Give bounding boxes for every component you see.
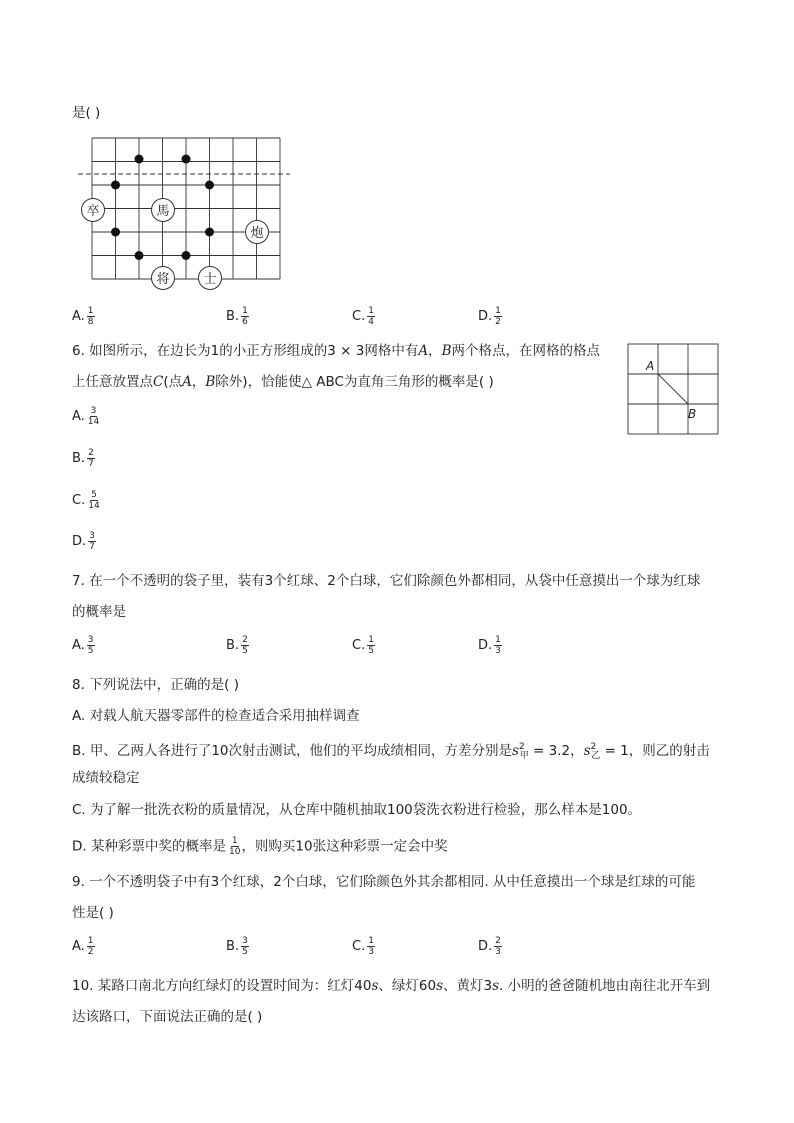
label-a: A xyxy=(646,359,655,373)
option-b: B. $\frac{2}{7}$ xyxy=(72,448,94,469)
segment-ab xyxy=(658,374,688,404)
option-d: D. $\frac{1}{2}$ xyxy=(478,306,501,327)
question-7-line-2: 的概率是 xyxy=(72,604,126,620)
option-c: C. $\frac{1}{5}$ xyxy=(352,635,374,656)
option-c: C. $\frac{1}{3}$ xyxy=(352,936,374,957)
chess-piece-zu: 卒 xyxy=(86,204,100,219)
question-8-stem: 8. 下列说法中，正确的是( ) xyxy=(72,677,239,693)
question-9-line-2: 性是( ) xyxy=(72,905,114,921)
question-8-option-c: C. 为了解一批洗衣粉的质量情况，从仓库中随机抽取100袋洗衣粉进行检验，那么样本是100。 xyxy=(72,802,642,818)
question-9-line-1: 9. 一个不透明袋子中有3个红球，2个白球，它们除颜色外其余都相同. 从中任意摸出一个球是红球的可能 xyxy=(72,874,696,890)
option-c: C. $\frac{1}{4}$ xyxy=(352,306,374,327)
question-8-option-b-line-1: B. 甲、乙两人各进行了10次射击测试，他们的平均成绩相同，方差分别是$s^2_甲 = 3.2$，$s^2_乙 = 1$，则乙的射击 xyxy=(72,742,710,761)
chess-piece-ma: 馬 xyxy=(156,204,170,219)
option-b: B. $\frac{2}{5}$ xyxy=(226,635,248,656)
question-7-line-1: 7. 在一个不透明的袋子里，装有3个红球、2个白球，它们除颜色外都相同，从袋中任意摸出一个球为红球 xyxy=(72,573,701,589)
option-a: A. $\frac{3}{5}$ xyxy=(72,635,94,656)
option-a: A. $\frac{1}{2}$ xyxy=(72,936,94,957)
option-d: D. $\frac{2}{3}$ xyxy=(478,936,501,957)
question-6-line-1: 6. 如图所示，在边长为1的小正方形组成的3 × 3网格中有A，B两个格点，在网格的格点 xyxy=(72,343,601,359)
question-8-option-a: A. 对载人航天器零部件的检查适合采用抽样调查 xyxy=(72,708,360,724)
label-b: B xyxy=(688,407,697,421)
option-a: A. $\frac{1}{8}$ xyxy=(72,306,94,327)
chess-piece-shi: 士 xyxy=(203,272,217,287)
option-d: D. $\frac{3}{7}$ xyxy=(72,531,95,552)
question-10-line-2: 达该路口，下面说法正确的是( ) xyxy=(72,1009,263,1025)
option-c: C. $\frac{5}{14}$ xyxy=(72,490,100,511)
option-d: D. $\frac{1}{3}$ xyxy=(478,635,501,656)
question-6-line-2: 上任意放置点C(点A，B除外)，恰能使△ ABC为直角三角形的概率是( ) xyxy=(72,374,494,390)
grid-figure-3x3 xyxy=(626,342,722,438)
option-b: B. $\frac{3}{5}$ xyxy=(226,936,248,957)
question-8-option-b-line-2: 成绩较稳定 xyxy=(72,770,140,786)
question-continuation: 是( ) xyxy=(72,105,101,121)
question-10-line-1: 10. 某路口南北方向红绿灯的设置时间为：红灯40s、绿灯60s、黄灯3s. 小明的爸爸随机地由南往北开车到 xyxy=(72,978,711,994)
question-8-option-d: D. 某种彩票中奖的概率是 $\frac{1}{10}$ ，则购买10张这种彩票一定会中奖 xyxy=(72,836,448,857)
option-a: A. $\frac{3}{14}$ xyxy=(72,406,100,427)
chess-piece-pao: 炮 xyxy=(250,226,264,241)
chess-board-figure xyxy=(76,134,296,294)
chess-piece-jiang: 将 xyxy=(156,272,170,287)
option-b: B. $\frac{1}{6}$ xyxy=(226,306,248,327)
